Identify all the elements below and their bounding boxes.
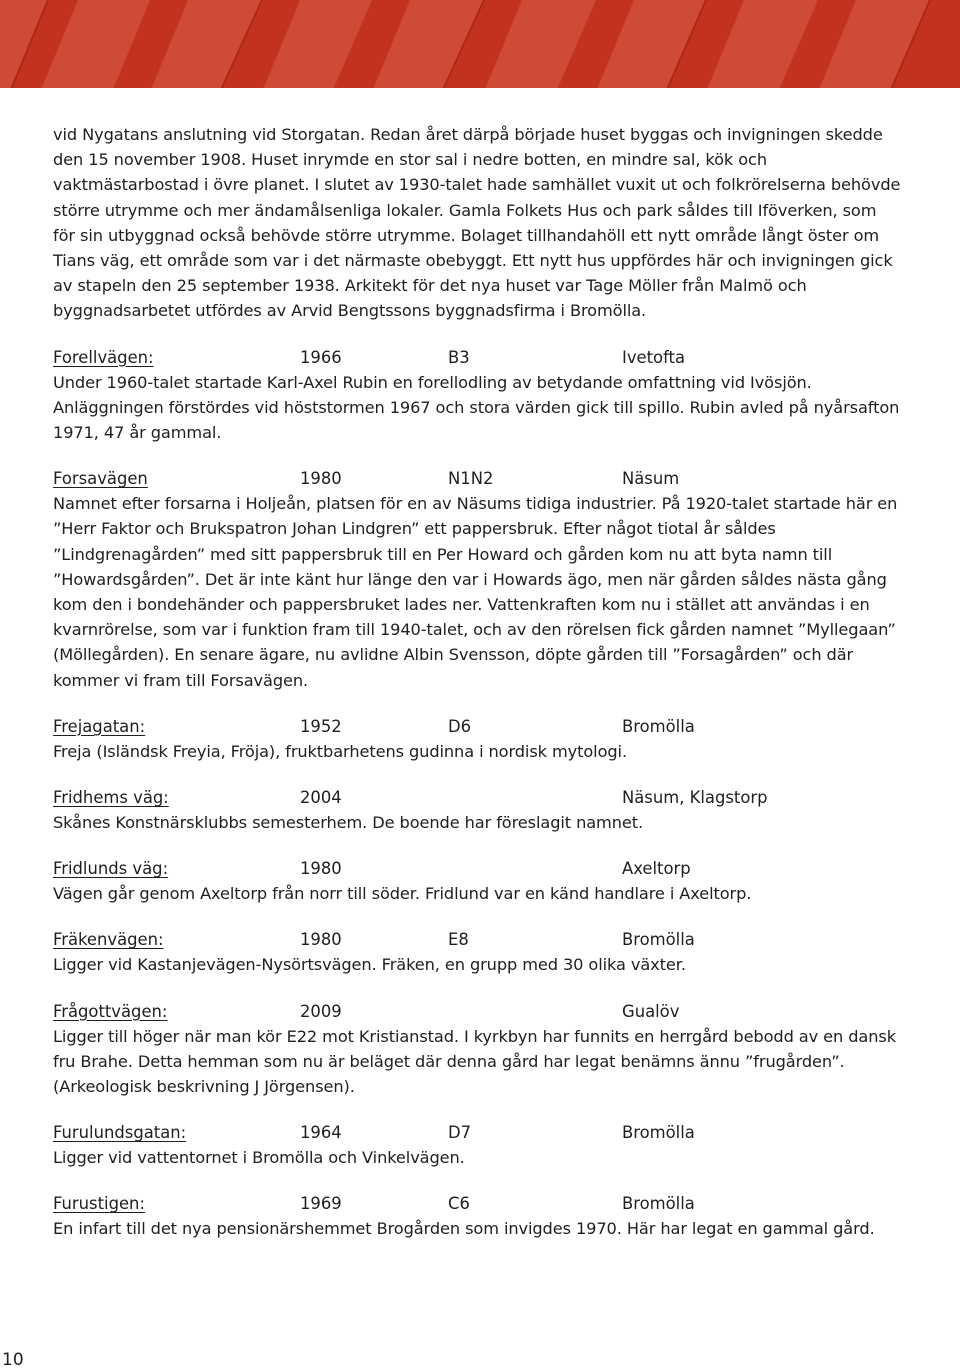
street-entry [53,714,903,764]
entry-header [53,1120,903,1145]
entry-year: 2009 [300,1001,342,1021]
map-grid: E8 [448,930,469,950]
entry-place: Näsum, Klagstorp [622,788,768,808]
street-entry [53,999,903,1100]
entry-year: 1969 [300,1194,342,1214]
street-name: Fräkenvägen: [53,930,164,950]
entry-year: 1980 [300,930,342,950]
entry-description: Namnet efter forsarna i Holjeån, platsen för en av Näsums tidiga industrier. På 1920-talet startade här en ”Herr Faktor och Brukspatron Johan Lindgren” ett pappersbruk. Efter något tiotal år såldes ”Lindgrenagården” med sitt pappersbruk till en Per Howard och gården kom nu att byta namn till ”Howardsgården”. Det är inte känt hur länge den var i Howards ägo, men när gården såldes nästa gång kom den i bondehänder och pappersbruket lades ner. Vattenkraften kom nu i stället att användas i en kvarnrörelse, som var i funktion fram till 1940-talet, och av den rörelsen fick gården namnet ”Myllegaan” (Möllegården). En senare ägare, nu avlidne Albin Svensson, döpte gården till ”Forsagården” och där kommer vi fram till Forsavägen. [53,494,898,690]
entry-description: Skånes Konstnärsklubbs semesterhem. De boende har föreslagit namnet. [53,813,644,833]
entry-header [53,1191,903,1216]
street-name: Fridhems väg: [53,788,169,808]
street-entry [53,856,903,906]
entry-year: 1966 [300,347,342,367]
street-name: Forsavägen [53,469,148,489]
entry-place: Axeltorp [622,859,691,879]
street-name: Forellvägen: [53,347,154,367]
intro-paragraph: vid Nygatans anslutning vid Storgatan. Redan året därpå började huset byggas och invigningen skedde den 15 november 1908. Huset inrymde en stor sal i nedre botten, en mindre sal, kök och vaktmästarbostad i övre planet. I slutet av 1930-talet hade samhället vuxit ut och folkrörelserna behövde större utrymme och mer ändamålsenliga lokaler. Gamla Folkets Hus och park såldes till Iföverken, som för sin utbyggnad också behövde större utrymme. Bolaget tillhandahöll ett nytt område långt öster om Tians väg, ett område som var i det närmaste obebyggt. Ett nytt hus uppfördes här och invigningen gick av stapeln den 25 september 1938. Arkitekt för det nya huset var Tage Möller från Malmö och byggnadsarbetet utfördes av Arvid Bengtssons byggnadsfirma i Bromölla. [53,125,901,321]
entry-description: Freja (Isländsk Freyia, Fröja), fruktbarhetens gudinna i nordisk mytologi. [53,741,627,761]
entry-year: 1952 [300,716,342,736]
entry-description: Ligger till höger när man kör E22 mot Kristianstad. I kyrkbyn har funnits en herrgård bebodd av en dansk fru Brahe. Detta hemman som nu är beläget där denna gård har legat benämns ännu ”frugården”. (Arkeologisk beskrivning J Jörgensen). [53,1026,896,1097]
entry-year: 1980 [300,469,342,489]
street-entry [53,1191,903,1241]
street-entry [53,927,903,977]
entry-header [53,999,903,1024]
entry-header [53,856,903,881]
map-grid: D7 [448,1123,472,1143]
entry-description: Ligger vid vattentornet i Bromölla och Vinkelvägen. [53,1148,465,1168]
street-name: Frejagatan: [53,716,146,736]
entry-header [53,927,903,952]
street-name: Frågottvägen: [53,1001,168,1021]
entry-header [53,714,903,739]
entry-place: Bromölla [622,1194,695,1214]
entry-place: Bromölla [622,1123,695,1143]
map-grid: C6 [448,1194,470,1214]
header-banner [0,0,960,92]
entry-description: En infart till det nya pensionärshemmet Brogården som invigdes 1970. Här har legat en gammal gård. [53,1219,875,1239]
street-name: Furulundsgatan: [53,1123,187,1143]
entry-place: Gualöv [622,1001,680,1021]
map-grid: D6 [448,716,472,736]
street-name: Furustigen: [53,1194,145,1214]
street-entry [53,785,903,835]
street-entries [53,345,903,1242]
street-entry [53,1120,903,1170]
entry-year: 1980 [300,859,342,879]
entry-description: Vägen går genom Axeltorp från norr till söder. Fridlund var en känd handlare i Axeltorp. [53,884,752,904]
street-entry [53,466,903,693]
entry-place: Näsum [622,469,680,489]
page-content [53,122,903,1242]
entry-header [53,466,903,491]
entry-header [53,345,903,370]
entry-year: 2004 [300,788,342,808]
entry-description: Ligger vid Kastanjevägen-Nysörtsvägen. Fräken, en grupp med 30 olika växter. [53,955,686,975]
street-name: Fridlunds väg: [53,859,169,879]
entry-year: 1964 [300,1123,342,1143]
page-number: 10 [2,1350,24,1370]
map-grid: B3 [448,347,470,367]
street-entry [53,345,903,446]
entry-header [53,785,903,810]
map-grid: N1N2 [448,469,494,489]
entry-place: Bromölla [622,716,695,736]
entry-description: Under 1960-talet startade Karl-Axel Rubin en forellodling av betydande omfattning vid Ivösjön. Anläggningen förstördes vid höststormen 1967 och stora värden gick till spillo. Rubin avled på nyårsafton 1971, 47 år gammal. [53,372,900,443]
entry-place: Ivetofta [622,347,686,367]
entry-place: Bromölla [622,930,695,950]
